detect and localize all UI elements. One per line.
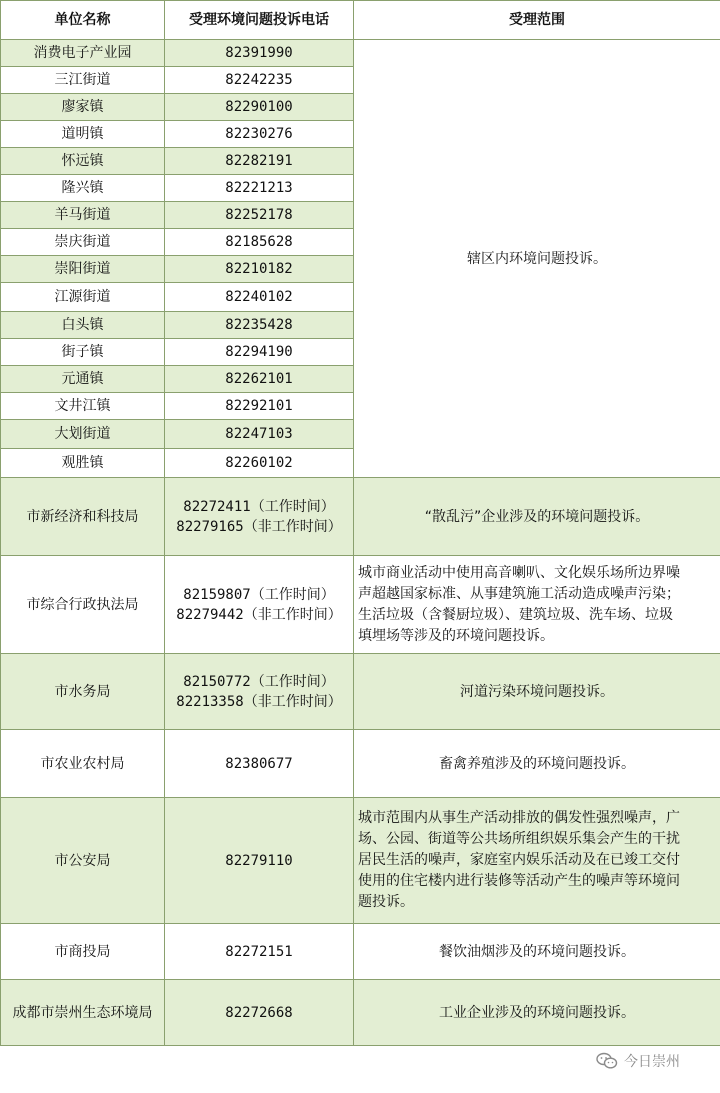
phone-cell — [165, 654, 354, 730]
scope-cell — [354, 478, 720, 556]
unit-name-cell: 市公安局 — [1, 798, 165, 924]
scope-line: 填埋场等涉及的环境问题投诉。 — [358, 627, 554, 644]
table-header-row — [1, 1, 720, 40]
unit-name-cell: 市新经济和科技局 — [1, 478, 165, 556]
phone-cell — [165, 924, 354, 980]
phone-cell: 82221213 — [165, 175, 354, 202]
scope-cell — [354, 730, 720, 798]
scope-cell — [354, 556, 720, 654]
unit-name-cell: 文井江镇 — [1, 393, 165, 420]
unit-name-cell: 崇庆街道 — [1, 229, 165, 256]
phone-cell: 82252178 — [165, 202, 354, 229]
header-phone: 受理环境问题投诉电话 — [165, 1, 354, 40]
unit-name-cell: 崇阳街道 — [1, 256, 165, 283]
phone-cell: 82230276 — [165, 121, 354, 148]
unit-name-cell: 市综合行政执法局 — [1, 556, 165, 654]
phone-cell: 82210182 — [165, 256, 354, 283]
table-row — [1, 980, 720, 1046]
phone-cell: 82262101 — [165, 366, 354, 393]
phone-line: 82159807（工作时间） — [183, 586, 335, 603]
phone-cell: 82247103 — [165, 420, 354, 449]
phone-cell: 82290100 — [165, 94, 354, 121]
table-row — [1, 40, 720, 67]
scope-line: 使用的住宅楼内进行装修等活动产生的噪声等环境问 — [358, 873, 680, 889]
table-row — [1, 654, 720, 730]
scope-line: 居民生活的噪声，家庭室内娱乐活动及在已竣工交付 — [358, 852, 680, 868]
table-row — [1, 556, 720, 654]
unit-name-cell: 怀远镇 — [1, 148, 165, 175]
phone-line: 82272151 — [225, 943, 293, 960]
scope-line: 河道污染环境问题投诉。 — [460, 683, 614, 700]
unit-name-cell: 消费电子产业园 — [1, 40, 165, 67]
scope-line: 城市商业活动中使用高音喇叭、文化娱乐场所边界噪 — [358, 564, 680, 581]
scope-line: 场、公园、街道等公共场所组织娱乐集会产生的干扰 — [358, 831, 680, 847]
unit-name-cell: 大划街道 — [1, 420, 165, 449]
unit-name-cell: 元通镇 — [1, 366, 165, 393]
scope-line: 生活垃圾（含餐厨垃圾）、建筑垃圾、洗车场、垃圾 — [358, 606, 673, 623]
table-row — [1, 924, 720, 980]
phone-cell: 82294190 — [165, 339, 354, 366]
unit-name-cell: 市商投局 — [1, 924, 165, 980]
scope-cell: 辖区内环境问题投诉。 — [354, 40, 720, 478]
phone-line: 82279165（非工作时间） — [176, 518, 342, 535]
scope-cell — [354, 980, 720, 1046]
phone-cell: 82242235 — [165, 67, 354, 94]
header-unit-name: 单位名称 — [1, 1, 165, 40]
scope-line: 工业企业涉及的环境问题投诉。 — [439, 1004, 635, 1021]
phone-line: 82150772（工作时间） — [183, 673, 335, 690]
unit-name-cell: 羊马街道 — [1, 202, 165, 229]
table-row — [1, 798, 720, 924]
scope-line: 餐饮油烟涉及的环境问题投诉。 — [439, 943, 635, 960]
phone-line: 82272411（工作时间） — [183, 498, 335, 515]
unit-name-cell: 白头镇 — [1, 312, 165, 339]
table-row — [1, 478, 720, 556]
phone-cell — [165, 478, 354, 556]
scope-line: 城市范围内从事生产活动排放的偶发性强烈噪声，广 — [358, 810, 680, 826]
scope-line: 畜禽养殖涉及的环境问题投诉。 — [439, 755, 635, 772]
unit-name-cell: 廖家镇 — [1, 94, 165, 121]
phone-cell: 82235428 — [165, 312, 354, 339]
unit-name-cell: 市农业农村局 — [1, 730, 165, 798]
scope-line: 声超越国家标准、从事建筑施工活动造成噪声污染； — [358, 585, 680, 602]
wechat-icon — [596, 1052, 618, 1070]
unit-name-cell: 隆兴镇 — [1, 175, 165, 202]
unit-name-cell: 市水务局 — [1, 654, 165, 730]
phone-cell: 82185628 — [165, 229, 354, 256]
unit-name-cell: 街子镇 — [1, 339, 165, 366]
phone-cell — [165, 730, 354, 798]
unit-name-cell: 成都市崇州生态环境局 — [1, 980, 165, 1046]
scope-line: “散乱污”企业涉及的环境问题投诉。 — [424, 508, 650, 525]
scope-cell — [354, 654, 720, 730]
unit-name-cell: 江源街道 — [1, 283, 165, 312]
unit-name-cell: 三江街道 — [1, 67, 165, 94]
phone-cell: 82282191 — [165, 148, 354, 175]
phone-cell — [165, 798, 354, 924]
phone-cell: 82260102 — [165, 449, 354, 478]
phone-cell — [165, 556, 354, 654]
watermark-text: 今日崇州 — [624, 1054, 680, 1070]
table-row — [1, 730, 720, 798]
phone-line: 82272668 — [225, 1004, 293, 1021]
header-scope: 受理范围 — [354, 1, 720, 40]
unit-name-cell: 观胜镇 — [1, 449, 165, 478]
phone-line: 82279442（非工作时间） — [176, 606, 342, 623]
watermark — [596, 1049, 680, 1073]
scope-cell — [354, 924, 720, 980]
phone-cell: 82240102 — [165, 283, 354, 312]
phone-cell: 82391990 — [165, 40, 354, 67]
phone-line: 82279110 — [225, 852, 293, 869]
phone-cell: 82292101 — [165, 393, 354, 420]
phone-cell — [165, 980, 354, 1046]
scope-line: 题投诉。 — [358, 894, 414, 910]
phone-line: 82213358（非工作时间） — [176, 693, 342, 710]
phone-line: 82380677 — [225, 755, 293, 772]
scope-cell — [354, 798, 720, 924]
unit-name-cell: 道明镇 — [1, 121, 165, 148]
